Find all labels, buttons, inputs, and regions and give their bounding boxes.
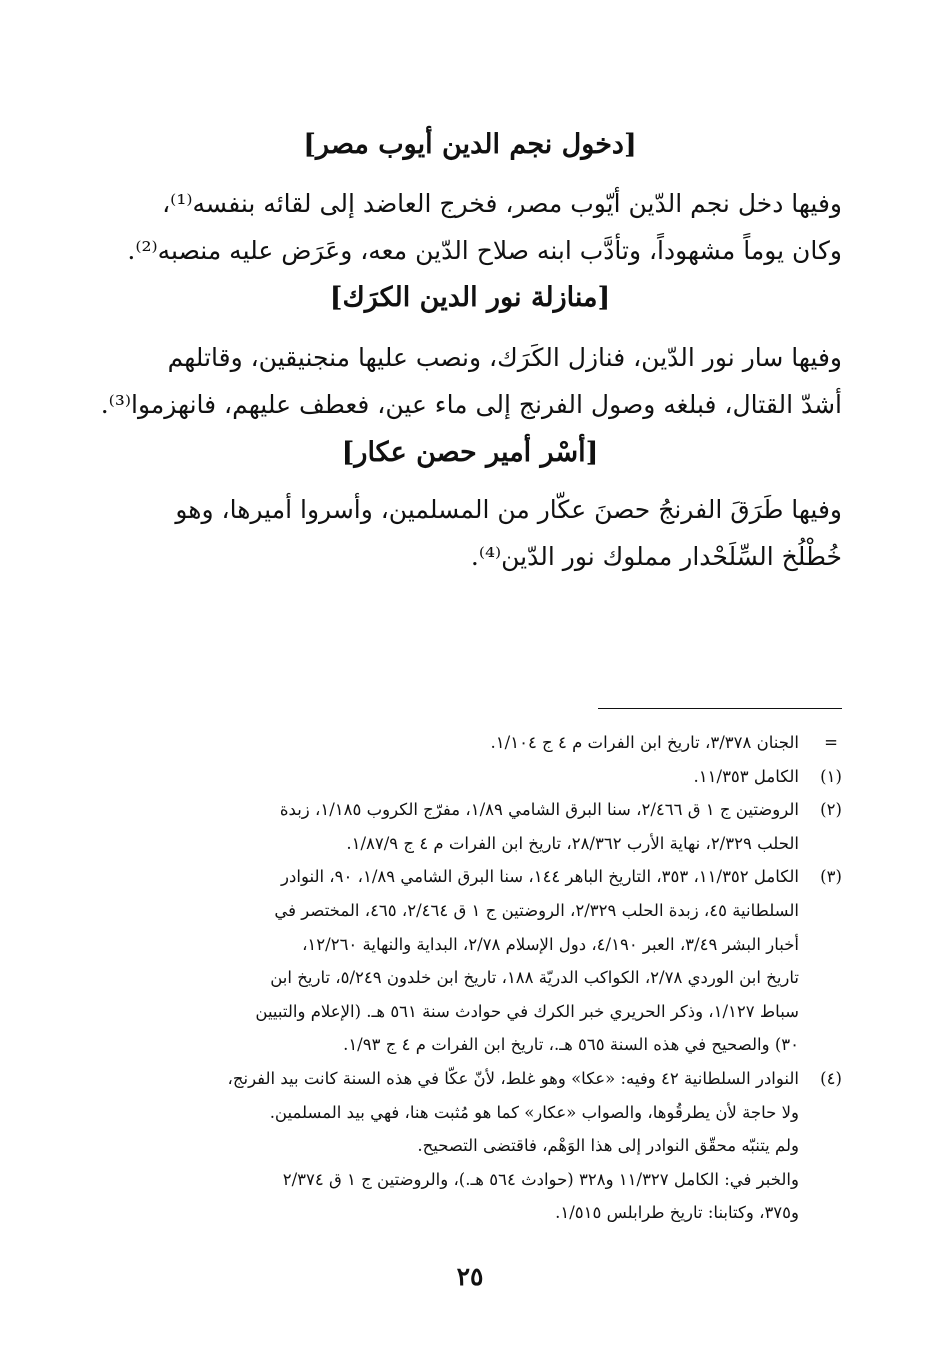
footnote-number: (٢) (820, 800, 842, 820)
footnote-line: أخبار البشر ٣/٤٩، العبر ٤/١٩٠، دول الإسلام ٢/٧٨، البداية والنهاية ١٢/٢٦٠، (302, 934, 799, 954)
footnote-line: الكامل ١١/٣٥٣. (693, 766, 799, 786)
paragraph-line: وفيها سار نور الدّين، فنازل الكَرَك، ونصب عليها منجنيقين، وقاتلهم (167, 343, 842, 372)
footnote-number: (٣) (820, 867, 842, 887)
footnote-line: الروضتين ج ١ ق ٢/٤٦٦، سنا البرق الشامي ١/٨٩، مفرّج الكروب ١/١٨٥، زبدة (279, 800, 799, 820)
footnote-4 (100, 1062, 855, 1230)
section-heading-nur-al-din-besieges-karak: [منازلة نور الدين الكرَك] (329, 282, 611, 313)
section-paragraph-ayyub-enters-egypt (100, 180, 842, 274)
footnote-number: (٤) (820, 1068, 842, 1088)
footnote-number: (١) (820, 766, 842, 786)
footnote-line: الحلب ٢/٣٢٩، نهاية الأرب ٢٨/٣٦٢، تاريخ ابن الفرات م ٤ ج ١/٨٧/٩. (346, 833, 799, 853)
footnote-line: تاريخ ابن الوردي ٢/٧٨، الكواكب الدريّة ١٨٨، تاريخ ابن خلدون ٥/٢٤٩، تاريخ ابن (270, 968, 799, 988)
footnote-line: الكامل ١١/٣٥٢، ٣٥٣، التاريخ الباهر ١٤٤، سنا البرق الشامي ١/٨٩، ٩٠، النوادر (281, 867, 799, 887)
footnote-line: سباط ١/١٢٧، وذكر الحريري خبر الكرك في حوادث سنة ٥٦١ هـ. (الإعلام والتبيين (255, 1001, 799, 1021)
paragraph-line: وكان يوماً مشهوداً، وتأدَّب ابنه صلاح الدّين معه، وعَرَض عليه منصبه⁽²⁾. (127, 236, 842, 265)
footnote-continuation (100, 726, 855, 760)
footnote-1 (100, 760, 855, 794)
footnote-marker: = (824, 733, 838, 752)
footnote-line: النوادر السلطانية ٤٢ وفيه: «عكا» وهو غلط، لأنّ عكّا في هذه السنة كانت بيد الفرنج، (227, 1068, 799, 1088)
footnote-line: ٣٠) والصحيح في هذه السنة ٥٦٥ هـ.، تاريخ ابن الفرات م ٤ ج ١/٩٣. (343, 1035, 799, 1055)
footnotes (100, 726, 855, 1230)
paragraph-line: وفيها طَرَقَ الفرنجُ حصنَ عكّار من المسلمين، وأسروا أميرها، وهو (175, 495, 842, 524)
paragraph-line: وفيها دخل نجم الدّين أيّوب مصر، فخرج العاضد إلى لقائه بنفسه⁽¹⁾، (162, 189, 842, 218)
footnote-line: السلطانية ٤٥، زبدة الحلب ٢/٣٢٩، الروضتين ج ١ ق ٢/٤٦٤، ٤٦٥، المختصر في (274, 900, 799, 920)
section-paragraph-nur-al-din-besieges-karak (100, 334, 842, 428)
page-number: ٢٥ (456, 1262, 484, 1291)
footnote-line: ولا حاجة لأن يطرقُوها، والصواب «عكار» كما هو مُثبت هنا، فهي بيد المسلمين. (269, 1102, 799, 1122)
footnote-line: و٣٧٥، وكتابنا: تاريخ طرابلس ١/٥١٥. (555, 1203, 799, 1223)
section-paragraph-capture-akkar-emir (100, 486, 842, 580)
section-heading-capture-akkar-emir: [أسْر أمير حصن عكار] (341, 437, 599, 468)
paragraph-line: خُطْلُخ السِّلَحْدار مملوك نور الدّين⁽⁴⁾. (470, 542, 842, 571)
footnote-line: والخبر في: الكامل ١١/٣٢٧ و٣٢٨ (حوادث ٥٦٤ هـ.)، والروضتين ج ١ ق ٢/٣٧٤ (282, 1169, 799, 1189)
footnote-line: ولم يتنبّه محقّق النوادر إلى هذا الوَهْم، فاقتضى التصحيح. (417, 1136, 799, 1156)
section-heading-ayyub-enters-egypt: [دخول نجم الدين أيوب مصر] (303, 129, 637, 160)
footnote-separator (598, 708, 842, 709)
footnote-3 (100, 860, 855, 1062)
paragraph-line: أشدّ القتال، فبلغه وصول الفرنج إلى ماء عين، فعطف عليهم، فانهزموا⁽³⁾. (100, 390, 842, 419)
footnote-2 (100, 793, 855, 860)
footnote-line: الجنان ٣/٣٧٨، تاريخ ابن الفرات م ٤ ج ١/١٠٤. (490, 733, 799, 752)
